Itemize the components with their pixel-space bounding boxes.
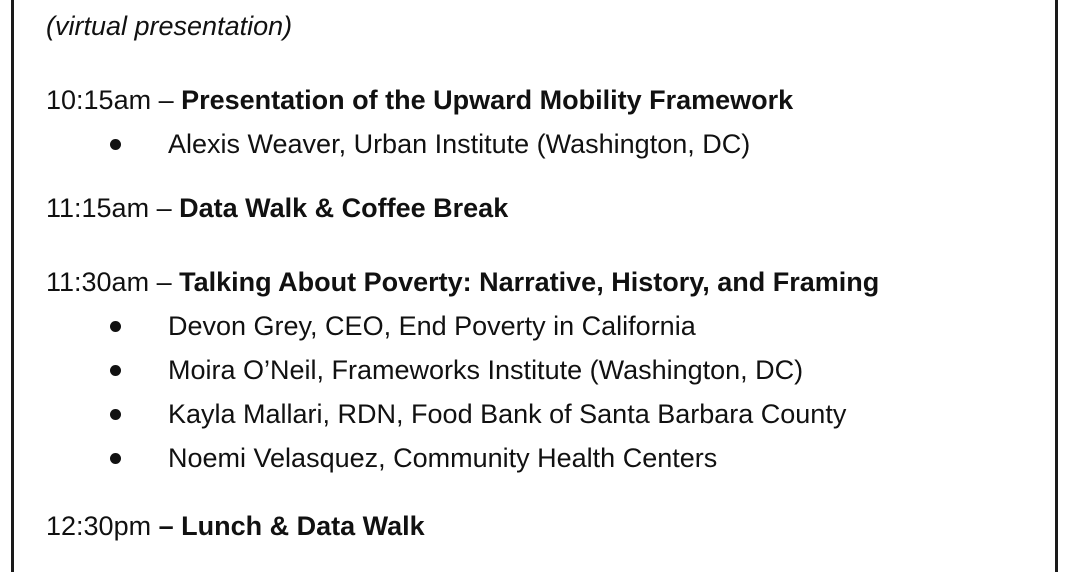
session-time: 10:15am –: [46, 85, 174, 115]
agenda-session: [46, 188, 1046, 228]
agenda-session: [46, 262, 1046, 480]
speaker-name: Moira O’Neil, Frameworks Institute (Washington, DC): [168, 355, 804, 385]
bullet-icon: [110, 139, 121, 150]
page-border-right: [1055, 0, 1058, 572]
page-border-left: [11, 0, 14, 572]
session-title: – Lunch & Data Walk: [158, 511, 425, 541]
session-title: Presentation of the Upward Mobility Framework: [181, 85, 794, 115]
speaker-item: [46, 304, 1046, 348]
session-time: 12:30pm: [46, 511, 152, 541]
speaker-item: [46, 348, 1046, 392]
speaker-name: Kayla Mallari, RDN, Food Bank of Santa Barbara County: [168, 399, 847, 429]
agenda-session: [46, 80, 1046, 166]
bullet-icon: [110, 453, 121, 464]
session-title: Data Walk & Coffee Break: [179, 193, 509, 223]
speaker-name: Alexis Weaver, Urban Institute (Washington, DC): [168, 129, 751, 159]
bullet-icon: [110, 409, 121, 420]
agenda-session: [46, 506, 1046, 546]
speaker-item: [46, 392, 1046, 436]
speaker-item: [46, 436, 1046, 480]
session-heading: [46, 506, 1046, 546]
speaker-name: Devon Grey, CEO, End Poverty in California: [168, 311, 696, 341]
agenda-content: [46, 6, 1046, 546]
session-heading: [46, 262, 1046, 302]
session-time: 11:30am –: [46, 267, 172, 297]
session-heading: [46, 80, 1046, 120]
speaker-name: Noemi Velasquez, Community Health Centers: [168, 443, 718, 473]
session-title: Talking About Poverty: Narrative, History, and Framing: [179, 267, 880, 297]
speaker-item: [46, 122, 1046, 166]
session-heading: [46, 188, 1046, 228]
bullet-icon: [110, 365, 121, 376]
speaker-list: [46, 304, 1046, 480]
speaker-list: [46, 122, 1046, 166]
session-time: 11:15am –: [46, 193, 172, 223]
bullet-icon: [110, 321, 121, 332]
session-subtitle: (virtual presentation): [46, 11, 293, 41]
